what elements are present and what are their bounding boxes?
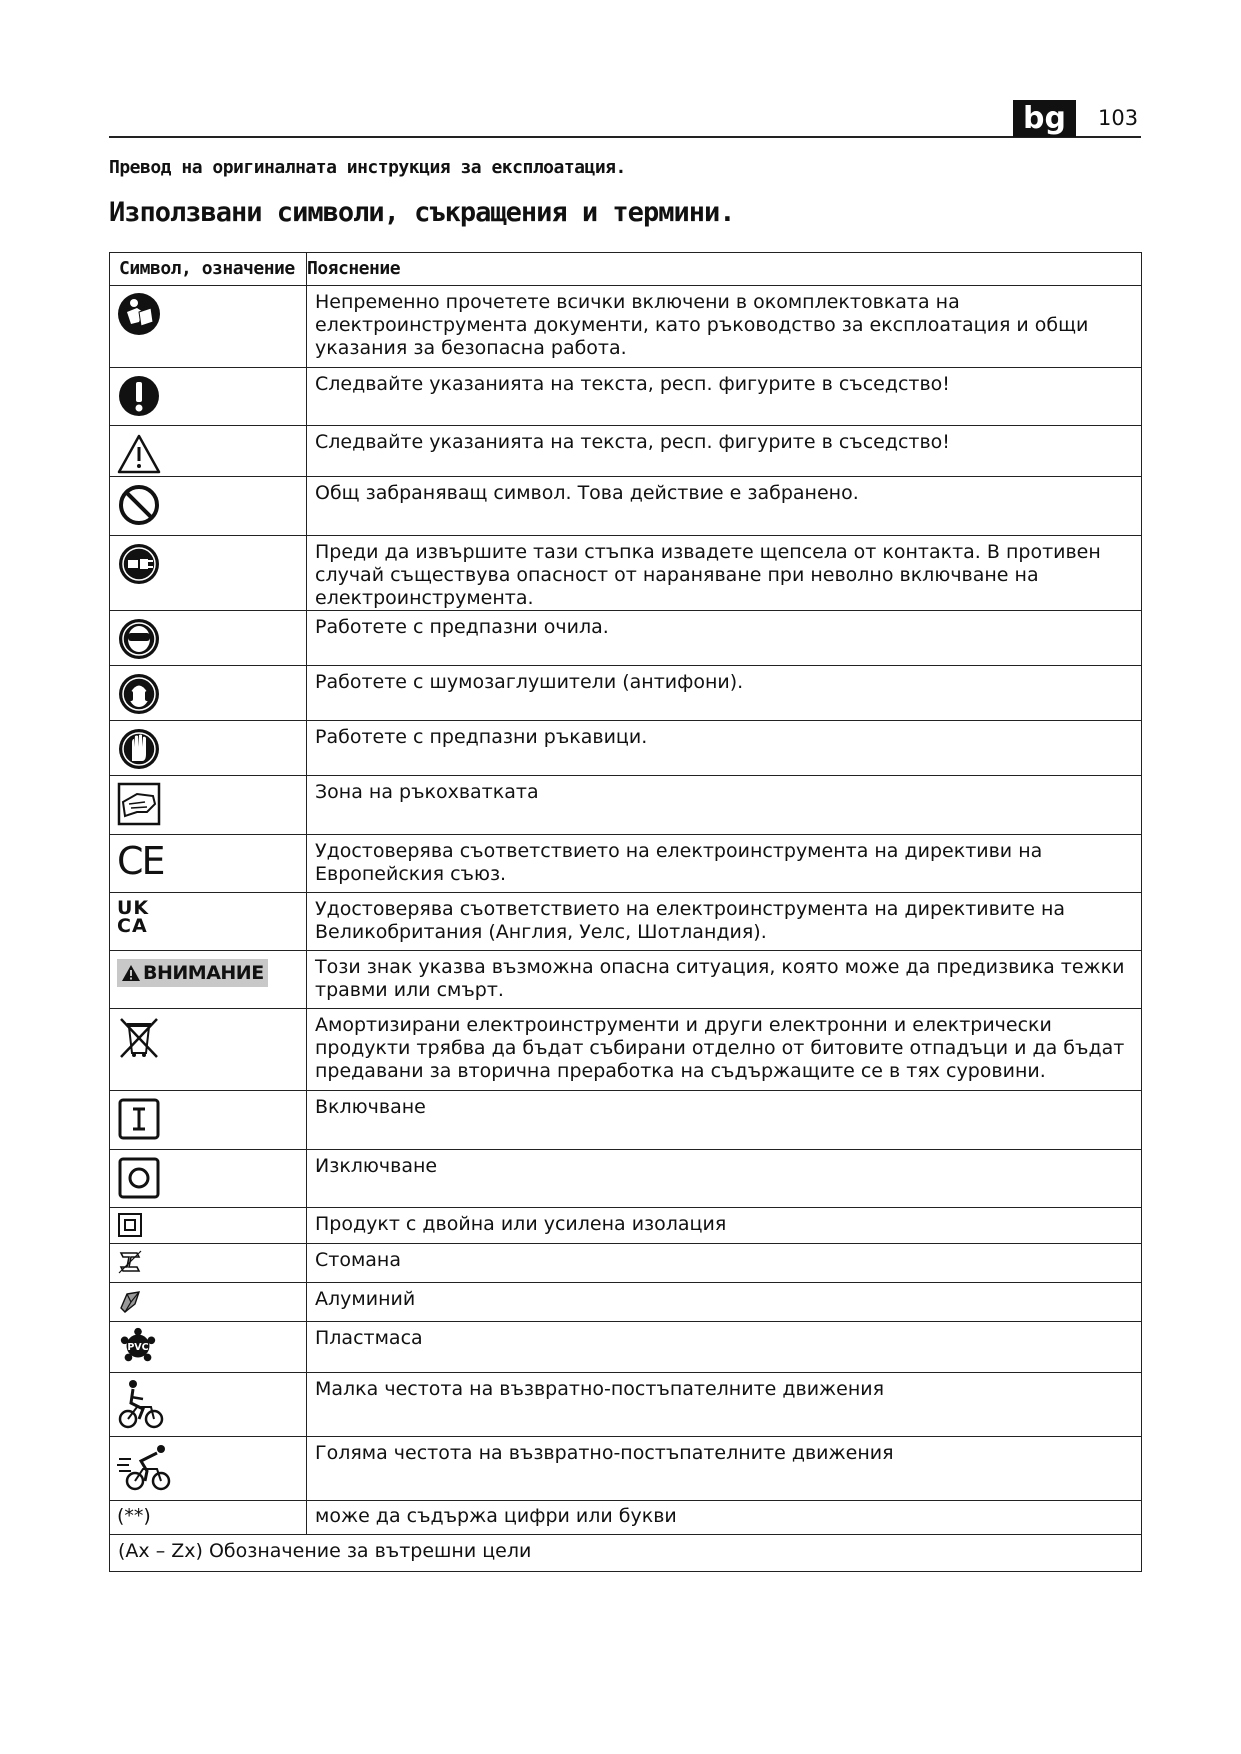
table-header-row [110, 253, 1142, 286]
table-row [110, 1373, 1142, 1437]
table-row [110, 776, 1142, 835]
table-row [110, 1208, 1142, 1244]
table-row [110, 1009, 1142, 1091]
table-row [110, 951, 1142, 1009]
steel-icon [117, 1249, 143, 1275]
row-description: Удостоверява съответствието на електроинструмента на директивите на Великобритания (Англия, Уелс, Шотландия). [307, 893, 1142, 951]
internal-designation-row: (Ax – Zx) Обозначение за вътрешни цели [110, 1535, 1142, 1572]
table-row [110, 1322, 1142, 1373]
table-row [110, 1283, 1142, 1322]
warning-triangle-small-icon [121, 964, 141, 982]
high-stroke-rate-icon [117, 1443, 173, 1493]
warning-triangle-icon [117, 432, 161, 476]
grip-area-icon [117, 782, 161, 826]
double-insulation-icon [117, 1212, 143, 1238]
table-row [110, 536, 1142, 611]
weee-bin-icon [117, 1015, 161, 1059]
table-row [110, 1501, 1142, 1535]
unplug-icon [117, 542, 161, 586]
row-description: Пластмаса [307, 1322, 1142, 1373]
ukca-mark-icon [117, 899, 306, 935]
row-description: Изключване [307, 1150, 1142, 1208]
section-title: Използвани символи, съкращения и термини. [109, 197, 735, 228]
table-row [110, 286, 1142, 368]
column-header-symbol: Символ, означение [110, 253, 307, 286]
gloves-icon [117, 727, 161, 771]
row-description: Работете с предпазни ръкавици. [307, 721, 1142, 776]
aluminium-icon [117, 1288, 143, 1314]
row-symbol-text: (**) [110, 1501, 307, 1535]
prohibition-icon [117, 483, 161, 527]
ce-mark-icon: CE [117, 839, 164, 883]
symbols-table [109, 252, 1142, 1572]
row-description: Малка честота на възвратно-постъпателните движения [307, 1373, 1142, 1437]
row-description: Включване [307, 1091, 1142, 1150]
table-row [110, 1091, 1142, 1150]
row-description: Преди да извършите тази стъпка извадете щепсела от контакта. В противен случай съществува опасност от нараняване при неволно включване на електроинструмента. [307, 536, 1142, 611]
table-row [110, 1244, 1142, 1283]
table-row [110, 477, 1142, 536]
power-on-icon [117, 1097, 161, 1141]
row-description: Този знак указва възможна опасна ситуация, която може да предизвика тежки травми или смърт. [307, 951, 1142, 1009]
document-subtitle: Превод на оригиналната инструкция за експлоатация. [109, 157, 626, 178]
table-row [110, 611, 1142, 666]
row-description: Работете с предпазни очила. [307, 611, 1142, 666]
table-row [110, 368, 1142, 426]
header-rule [109, 136, 1141, 138]
language-tab: bg [1013, 100, 1076, 137]
row-description: Следвайте указанията на текста, респ. фигурите в съседство! [307, 368, 1142, 426]
table-row [110, 1150, 1142, 1208]
ukca-line-1: UK [117, 897, 150, 919]
row-description: Общ забраняващ символ. Това действие е забранено. [307, 477, 1142, 536]
column-header-explanation: Пояснение [307, 253, 1142, 286]
row-description: Голяма честота на възвратно-постъпателните движения [307, 1437, 1142, 1501]
table-row [110, 426, 1142, 477]
table-row [110, 1535, 1142, 1572]
pvc-label: PVC [127, 1341, 149, 1353]
table-row [110, 666, 1142, 721]
row-description: Алуминий [307, 1283, 1142, 1322]
table-row [110, 721, 1142, 776]
row-description: може да съдържа цифри или букви [307, 1501, 1142, 1535]
page-number: 103 [1098, 106, 1139, 130]
row-description: Зона на ръкохватката [307, 776, 1142, 835]
row-description: Работете с шумозаглушители (антифони). [307, 666, 1142, 721]
table-row [110, 835, 1142, 893]
row-description: Стомана [307, 1244, 1142, 1283]
table-row [110, 1437, 1142, 1501]
plastic-pvc-icon [117, 1326, 159, 1366]
low-stroke-rate-icon [117, 1379, 165, 1429]
row-description: Продукт с двойна или усилена изолация [307, 1208, 1142, 1244]
warning-badge-icon [117, 959, 268, 987]
row-description: Следвайте указанията на текста, респ. фигурите в съседство! [307, 426, 1142, 477]
ukca-line-2: CA [117, 915, 148, 937]
warning-badge-label: ВНИМАНИЕ [143, 962, 264, 984]
read-manual-icon [117, 292, 161, 336]
table-row [110, 893, 1142, 951]
power-off-icon [117, 1156, 161, 1200]
row-description: Амортизирани електроинструменти и други електронни и електрически продукти трябва да бъдат събирани отделно от битовите отпадъци и да бъдат предавани за вторична преработка на съдържащите се в тях суровини. [307, 1009, 1142, 1091]
row-description: Удостоверява съответствието на електроинструмента на директиви на Европейския съюз. [307, 835, 1142, 893]
row-description: Непременно прочетете всички включени в окомплектовката на електроинструмента документи, като ръководство за експлоатация и общи указания за безопасна работа. [307, 286, 1142, 368]
ear-protection-icon [117, 672, 161, 716]
safety-goggles-icon [117, 617, 161, 661]
exclamation-icon [117, 374, 161, 418]
